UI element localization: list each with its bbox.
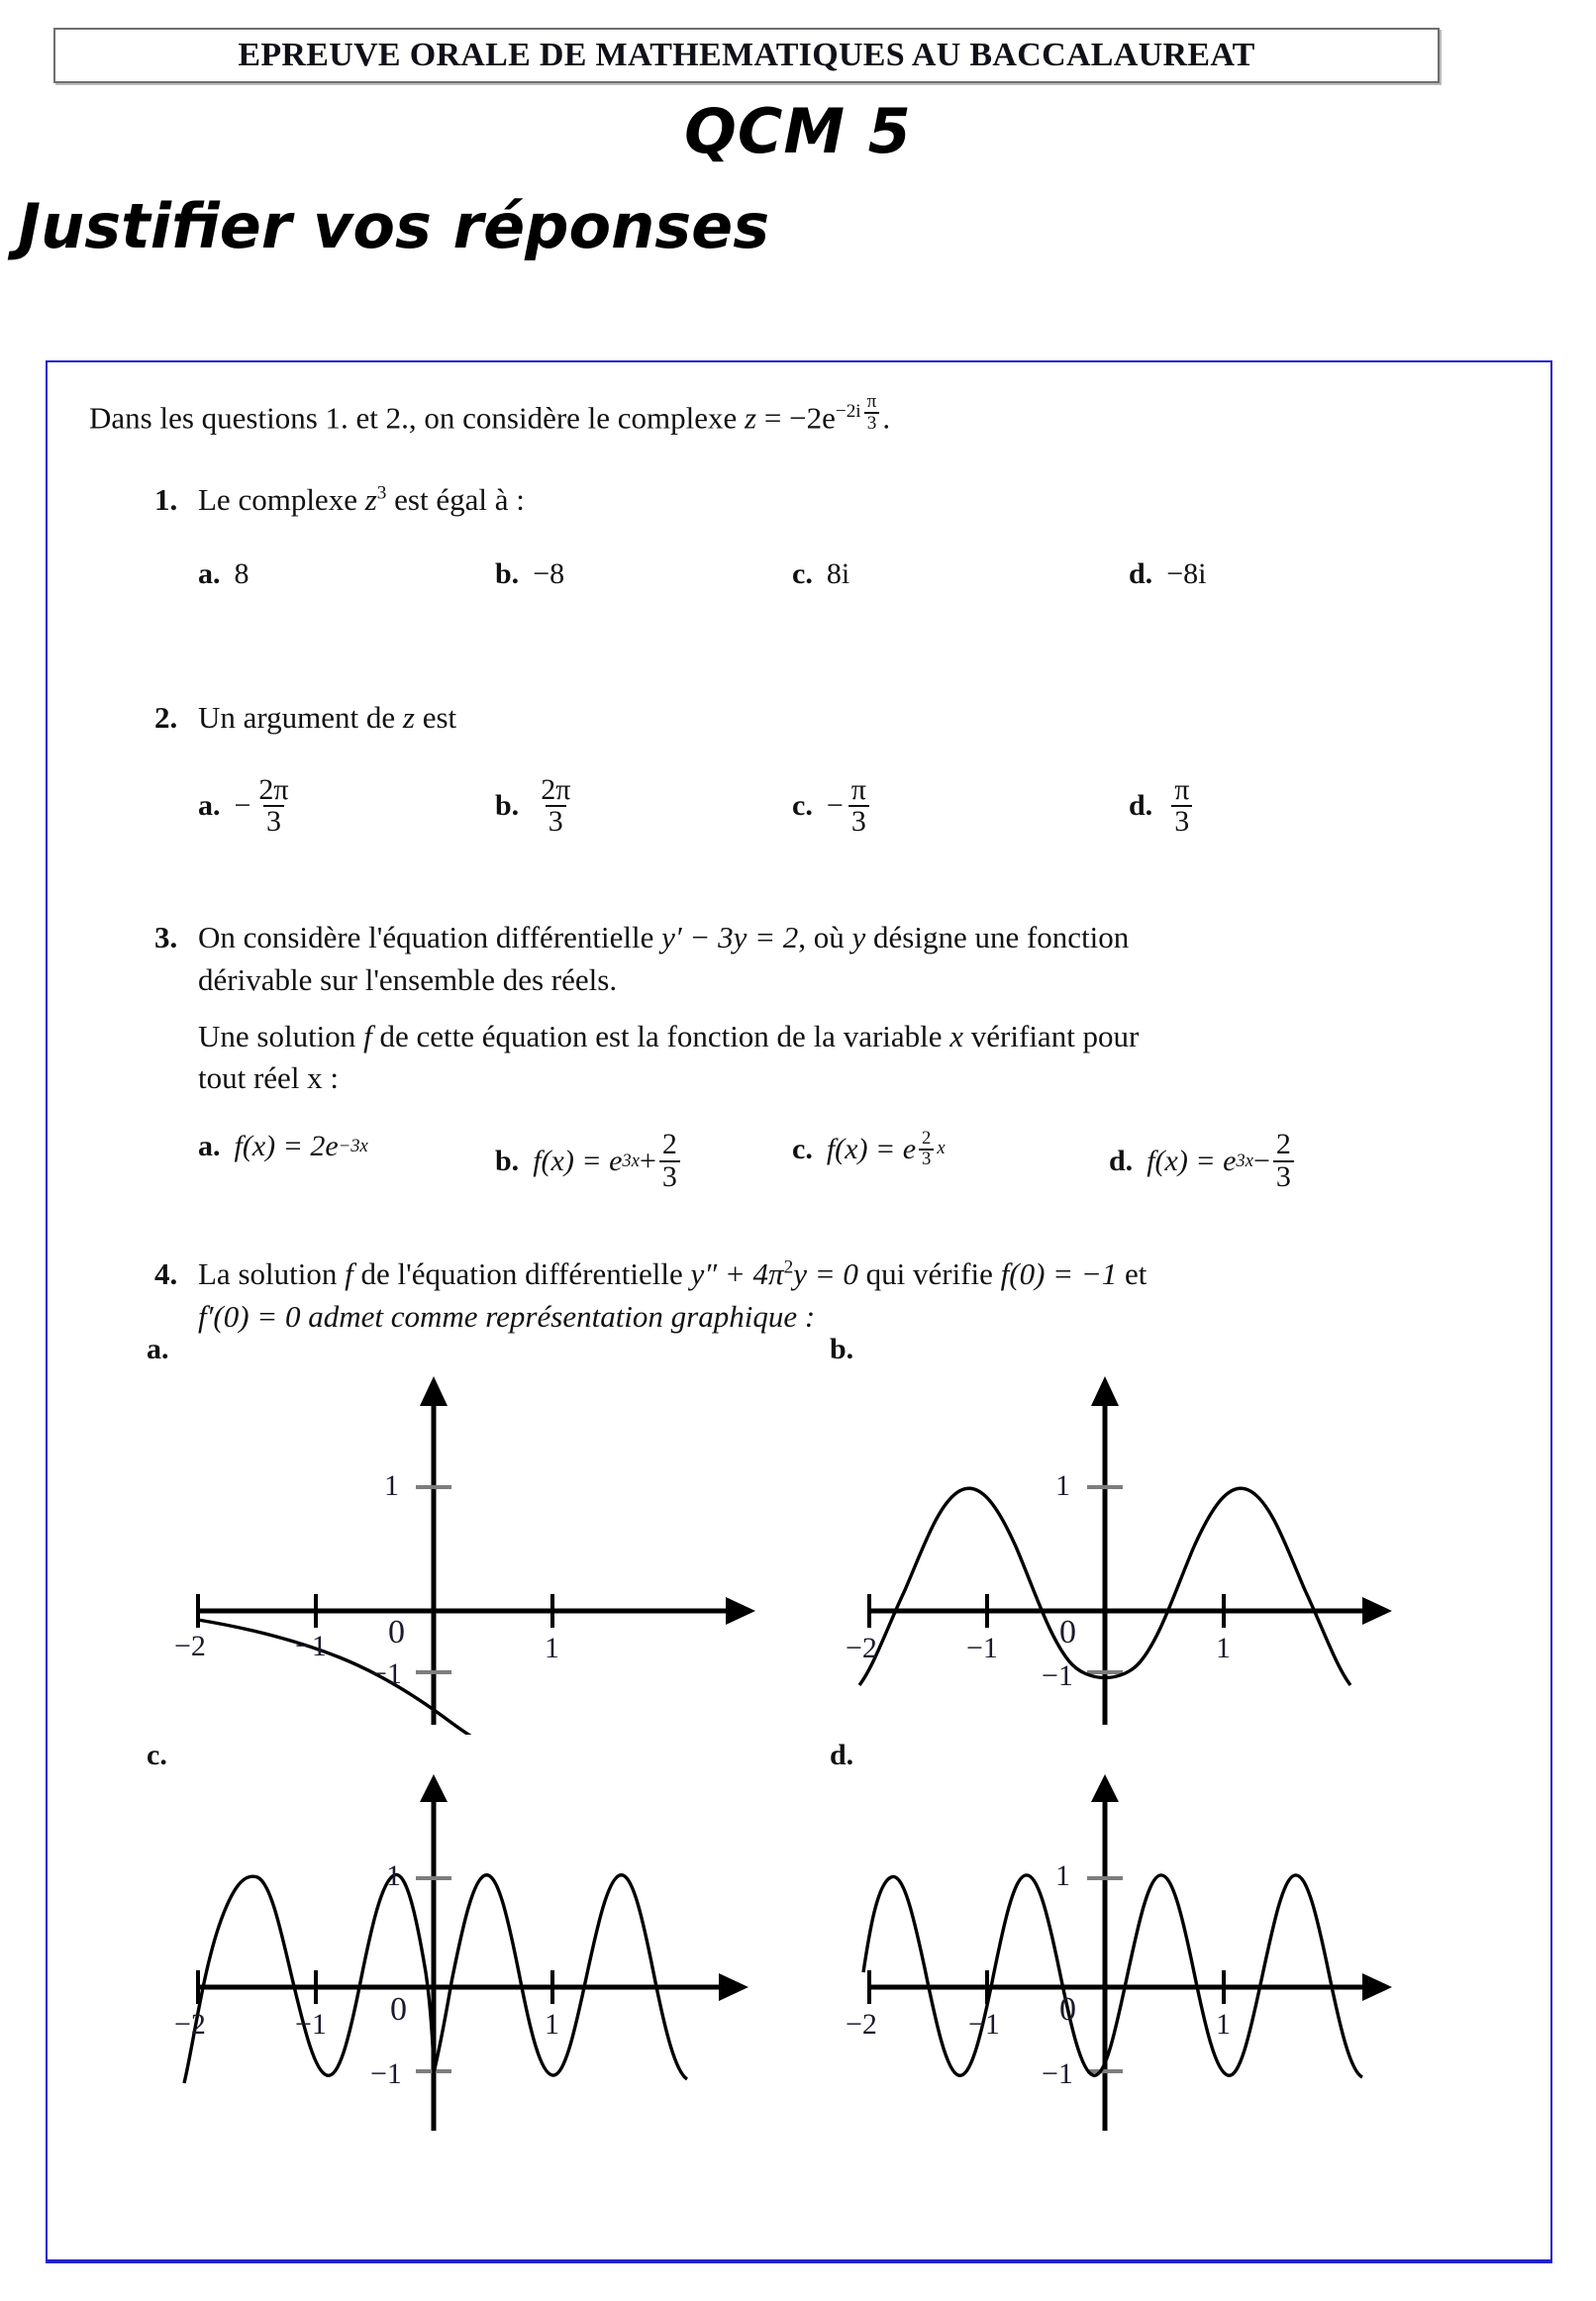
- q3-func-f: f: [363, 1018, 372, 1053]
- question-2-number: 2.: [154, 700, 178, 735]
- q2-choice-b-fraction: [538, 772, 573, 839]
- question-1-text: [198, 479, 525, 522]
- graph-b-xlabel-m1: −1: [966, 1632, 998, 1664]
- intro-statement: [89, 392, 890, 439]
- graph-d-label: d.: [830, 1739, 854, 1771]
- graph-c-plot: [147, 1774, 760, 2151]
- intro-equals: =: [756, 400, 790, 436]
- q3-c-lhs: f(x) = e: [826, 1133, 917, 1166]
- q3-line3-c: vérifiant pour: [963, 1018, 1140, 1053]
- graph-a-label: a.: [147, 1333, 169, 1365]
- intro-exp-num: π: [866, 391, 877, 412]
- q3-b-fraction: [659, 1130, 680, 1192]
- q2-a-num: 2π: [258, 772, 289, 806]
- graph-choice-a[interactable]: [147, 1333, 760, 1735]
- q3-line-3: [198, 1016, 1139, 1058]
- question-4-number: 4.: [154, 1256, 178, 1291]
- q3-line3-b: de cette équation est la fonction de la variable: [371, 1018, 950, 1053]
- graph-b-ylabel-m1: −1: [1042, 1659, 1073, 1692]
- q2-variable: z: [402, 700, 415, 735]
- question-4-statement: [154, 1253, 1147, 1339]
- question-1-number: 1.: [154, 482, 178, 517]
- q3-choice-c-label: c.: [792, 1133, 813, 1166]
- question-3: [154, 917, 1297, 1192]
- q3-b-op: +: [639, 1144, 656, 1177]
- intro-period: .: [882, 400, 891, 436]
- qcm-content-box: [46, 360, 1552, 2263]
- q2-choice-c-label: c.: [792, 789, 813, 823]
- graph-c-xlabel-1: 1: [545, 2008, 559, 2041]
- graph-a-xlabel-1: 1: [545, 1632, 559, 1664]
- question-2-choices: [198, 772, 1195, 839]
- q1-choice-d[interactable]: [1129, 557, 1206, 591]
- graph-c-origin-label: 0: [390, 1991, 407, 2028]
- q3-choice-b[interactable]: [495, 1130, 792, 1192]
- graph-c-xlabel-m2: −2: [174, 2008, 206, 2041]
- graph-c-xlabel-m1: −1: [295, 2008, 327, 2041]
- question-1: [154, 479, 1206, 591]
- q1-text-before: Le complexe: [198, 482, 365, 517]
- q1-choice-a-value: 8: [234, 556, 249, 590]
- q2-b-num: 2π: [541, 772, 571, 806]
- q1-choice-a-label: a.: [198, 556, 221, 590]
- q4-line1-b: de l'équation différentielle: [352, 1256, 691, 1291]
- q2-c-num: π: [850, 772, 866, 806]
- page-subtitle: Justifier vos réponses: [18, 190, 770, 262]
- intro-exponent-coeff: −2i: [835, 401, 861, 422]
- q3-var-y: y: [851, 920, 866, 954]
- q2-b-den: 3: [546, 805, 566, 838]
- q3-b-den: 3: [659, 1160, 680, 1193]
- q2-choice-c[interactable]: [792, 772, 1129, 839]
- q4-equation-sup: 2: [783, 1256, 794, 1278]
- graph-d-xlabel-1: 1: [1216, 2008, 1231, 2041]
- q2-choice-a[interactable]: [198, 772, 495, 839]
- q1-choice-b-value: −8: [533, 556, 565, 590]
- intro-expression-base: −2e: [789, 400, 836, 436]
- q2-choice-c-sign: −: [826, 789, 844, 823]
- q4-equation-2: y = 0: [793, 1256, 858, 1291]
- q1-variable: z: [364, 482, 377, 517]
- graph-a-xlabel-m2: −2: [174, 1630, 206, 1662]
- graph-d-ylabel-m1: −1: [1042, 2057, 1073, 2090]
- q3-line3-a: Une solution: [198, 1018, 364, 1053]
- q2-d-num: π: [1174, 772, 1190, 806]
- q1-choice-a[interactable]: [198, 557, 495, 591]
- intro-exponent-fraction: [864, 392, 880, 433]
- q3-line1-b: , où: [798, 920, 852, 954]
- graph-a-ylabel-m1: −1: [370, 1657, 402, 1690]
- exam-banner-text: EPREUVE ORALE DE MATHEMATIQUES AU BACCALAUREAT: [238, 37, 1255, 73]
- q3-choice-d-label: d.: [1109, 1144, 1134, 1177]
- exam-banner: [53, 28, 1440, 83]
- graph-a-y-arrow: [420, 1376, 448, 1406]
- question-4-text: [198, 1253, 1147, 1339]
- intro-text-before: Dans les questions 1. et 2., on considère le complexe: [89, 400, 746, 436]
- graph-choice-b[interactable]: [830, 1333, 1444, 1735]
- question-3-text: [198, 917, 1139, 1100]
- graph-c-ylabel-m1: −1: [370, 2057, 402, 2090]
- q2-choice-a-label: a.: [198, 789, 221, 823]
- q3-c-exp-x: x: [937, 1138, 946, 1159]
- question-1-statement: [154, 479, 1206, 522]
- graph-c-y-arrow: [420, 1774, 448, 1802]
- q3-d-exp: 3x: [1236, 1150, 1253, 1171]
- q1-power: 3: [376, 482, 387, 504]
- q3-d-den: 3: [1273, 1160, 1294, 1193]
- q4-line1-a: La solution: [198, 1256, 346, 1291]
- q3-c-exp: [916, 1130, 946, 1169]
- graph-a-origin-label: 0: [388, 1614, 405, 1651]
- q2-choice-d-fraction: [1171, 772, 1192, 839]
- q4-line-2: f′(0) = 0 admet comme représentation graphique :: [198, 1298, 816, 1334]
- q1-choice-c-label: c.: [792, 556, 813, 590]
- question-3-choices: [198, 1130, 1297, 1192]
- graph-a-xlabel-m1: −1: [295, 1630, 327, 1662]
- q1-choice-b[interactable]: [495, 557, 792, 591]
- q3-b-exp: 3x: [622, 1150, 640, 1171]
- q3-line-2: dérivable sur l'ensemble des réels.: [198, 961, 618, 997]
- question-2-statement: [154, 697, 1195, 740]
- graph-d-curve: [863, 1875, 1362, 2077]
- graph-b-label: b.: [830, 1333, 854, 1365]
- graph-b-xlabel-m2: −2: [846, 1632, 877, 1664]
- q3-choice-d[interactable]: [1109, 1130, 1297, 1192]
- q3-a-exp: −3x: [338, 1136, 368, 1157]
- q4-line-1: [198, 1256, 1147, 1291]
- q2-a-den: 3: [263, 805, 284, 838]
- q2-text-before: Un argument de: [198, 700, 403, 735]
- question-3-number: 3.: [154, 920, 178, 954]
- graph-b-ylabel-1: 1: [1055, 1469, 1070, 1502]
- q1-choice-d-label: d.: [1129, 556, 1153, 590]
- exam-banner-box: [53, 28, 1440, 83]
- q3-d-fraction: [1273, 1130, 1294, 1192]
- question-2: [154, 697, 1195, 838]
- q2-choice-c-fraction: [848, 772, 869, 839]
- q1-choice-d-value: −8i: [1166, 556, 1207, 590]
- q3-choice-b-label: b.: [495, 1144, 520, 1177]
- q2-text-after: est: [414, 700, 457, 735]
- question-4: [154, 1253, 1147, 1339]
- graph-a-ylabel-1: 1: [384, 1469, 399, 1502]
- q3-equation: y′ − 3y = 2: [661, 920, 799, 954]
- graph-b-xlabel-1: 1: [1216, 1632, 1231, 1664]
- graph-d-y-arrow: [1091, 1774, 1119, 1802]
- graph-choice-d[interactable]: [830, 1739, 1444, 2151]
- q1-choice-c[interactable]: [792, 557, 1129, 591]
- q3-choice-a-label: a.: [198, 1130, 221, 1163]
- q4-condition: f(0) = −1: [1000, 1256, 1118, 1291]
- q3-line1-a: On considère l'équation différentielle: [198, 920, 662, 954]
- q3-c-den: 3: [919, 1149, 934, 1169]
- q3-line1-c: désigne une fonction: [865, 920, 1130, 954]
- q3-d-op: −: [1252, 1144, 1270, 1177]
- q3-line-1: [198, 920, 1129, 954]
- q4-equation: y″ + 4π: [690, 1256, 784, 1291]
- q4-line1-d: et: [1117, 1256, 1147, 1291]
- q3-choice-a[interactable]: [198, 1130, 495, 1163]
- q3-var-x: x: [949, 1018, 964, 1053]
- question-3-statement: [154, 917, 1297, 1100]
- q3-d-lhs: f(x) = e: [1147, 1144, 1237, 1177]
- graph-d-ylabel-1: 1: [1055, 1859, 1070, 1892]
- graph-d-origin-label: 0: [1059, 1991, 1076, 2028]
- graph-b-x-arrow: [1362, 1597, 1392, 1625]
- q3-c-num: 2: [922, 1128, 932, 1150]
- q4-line1-c: qui vérifie: [857, 1256, 1001, 1291]
- q1-choice-b-label: b.: [495, 556, 520, 590]
- graph-d-x-arrow: [1362, 1973, 1392, 2001]
- graph-c-ylabel-1: 1: [386, 1859, 401, 1892]
- q2-choice-d[interactable]: [1129, 772, 1195, 839]
- graph-c-label: c.: [147, 1739, 167, 1771]
- q3-b-lhs: f(x) = e: [533, 1144, 623, 1177]
- q3-line-4: tout réel x :: [198, 1060, 340, 1096]
- q2-choice-b-label: b.: [495, 789, 520, 823]
- q3-c-exp-fraction: [919, 1130, 934, 1169]
- q4-func-f: f: [345, 1256, 353, 1291]
- intro-exponent: [835, 391, 882, 434]
- intro-exp-den: 3: [864, 412, 880, 434]
- graph-b-origin-label: 0: [1059, 1614, 1076, 1651]
- graph-a-plot: [147, 1368, 760, 1735]
- intro-variable: z: [745, 400, 757, 436]
- graph-choice-c[interactable]: [147, 1739, 760, 2151]
- graph-a-x-arrow: [726, 1597, 755, 1625]
- graph-c-x-arrow: [719, 1973, 748, 2001]
- q2-choice-a-sign: −: [234, 789, 251, 823]
- q2-d-den: 3: [1171, 805, 1192, 838]
- q3-b-num: 2: [661, 1128, 677, 1161]
- q1-choice-c-value: 8i: [826, 556, 850, 590]
- graph-d-xlabel-m2: −2: [846, 2008, 877, 2041]
- q3-a-lhs: f(x) = 2e: [234, 1130, 339, 1163]
- q2-choice-b[interactable]: [495, 772, 792, 839]
- q2-c-den: 3: [848, 805, 869, 838]
- q3-choice-c[interactable]: [792, 1130, 1109, 1169]
- q1-text-after: est égal à :: [386, 482, 525, 517]
- page-title: QCM 5: [684, 95, 912, 167]
- graph-b-plot: [830, 1368, 1444, 1735]
- graph-b-y-arrow: [1091, 1376, 1119, 1406]
- q3-d-num: 2: [1275, 1128, 1291, 1161]
- graph-d-xlabel-m1: −1: [968, 2008, 1000, 2041]
- question-2-text: [198, 697, 456, 740]
- graph-d-plot: [830, 1774, 1444, 2151]
- question-1-choices: [198, 557, 1206, 591]
- q2-choice-d-label: d.: [1129, 789, 1153, 823]
- q2-choice-a-fraction: [255, 772, 291, 839]
